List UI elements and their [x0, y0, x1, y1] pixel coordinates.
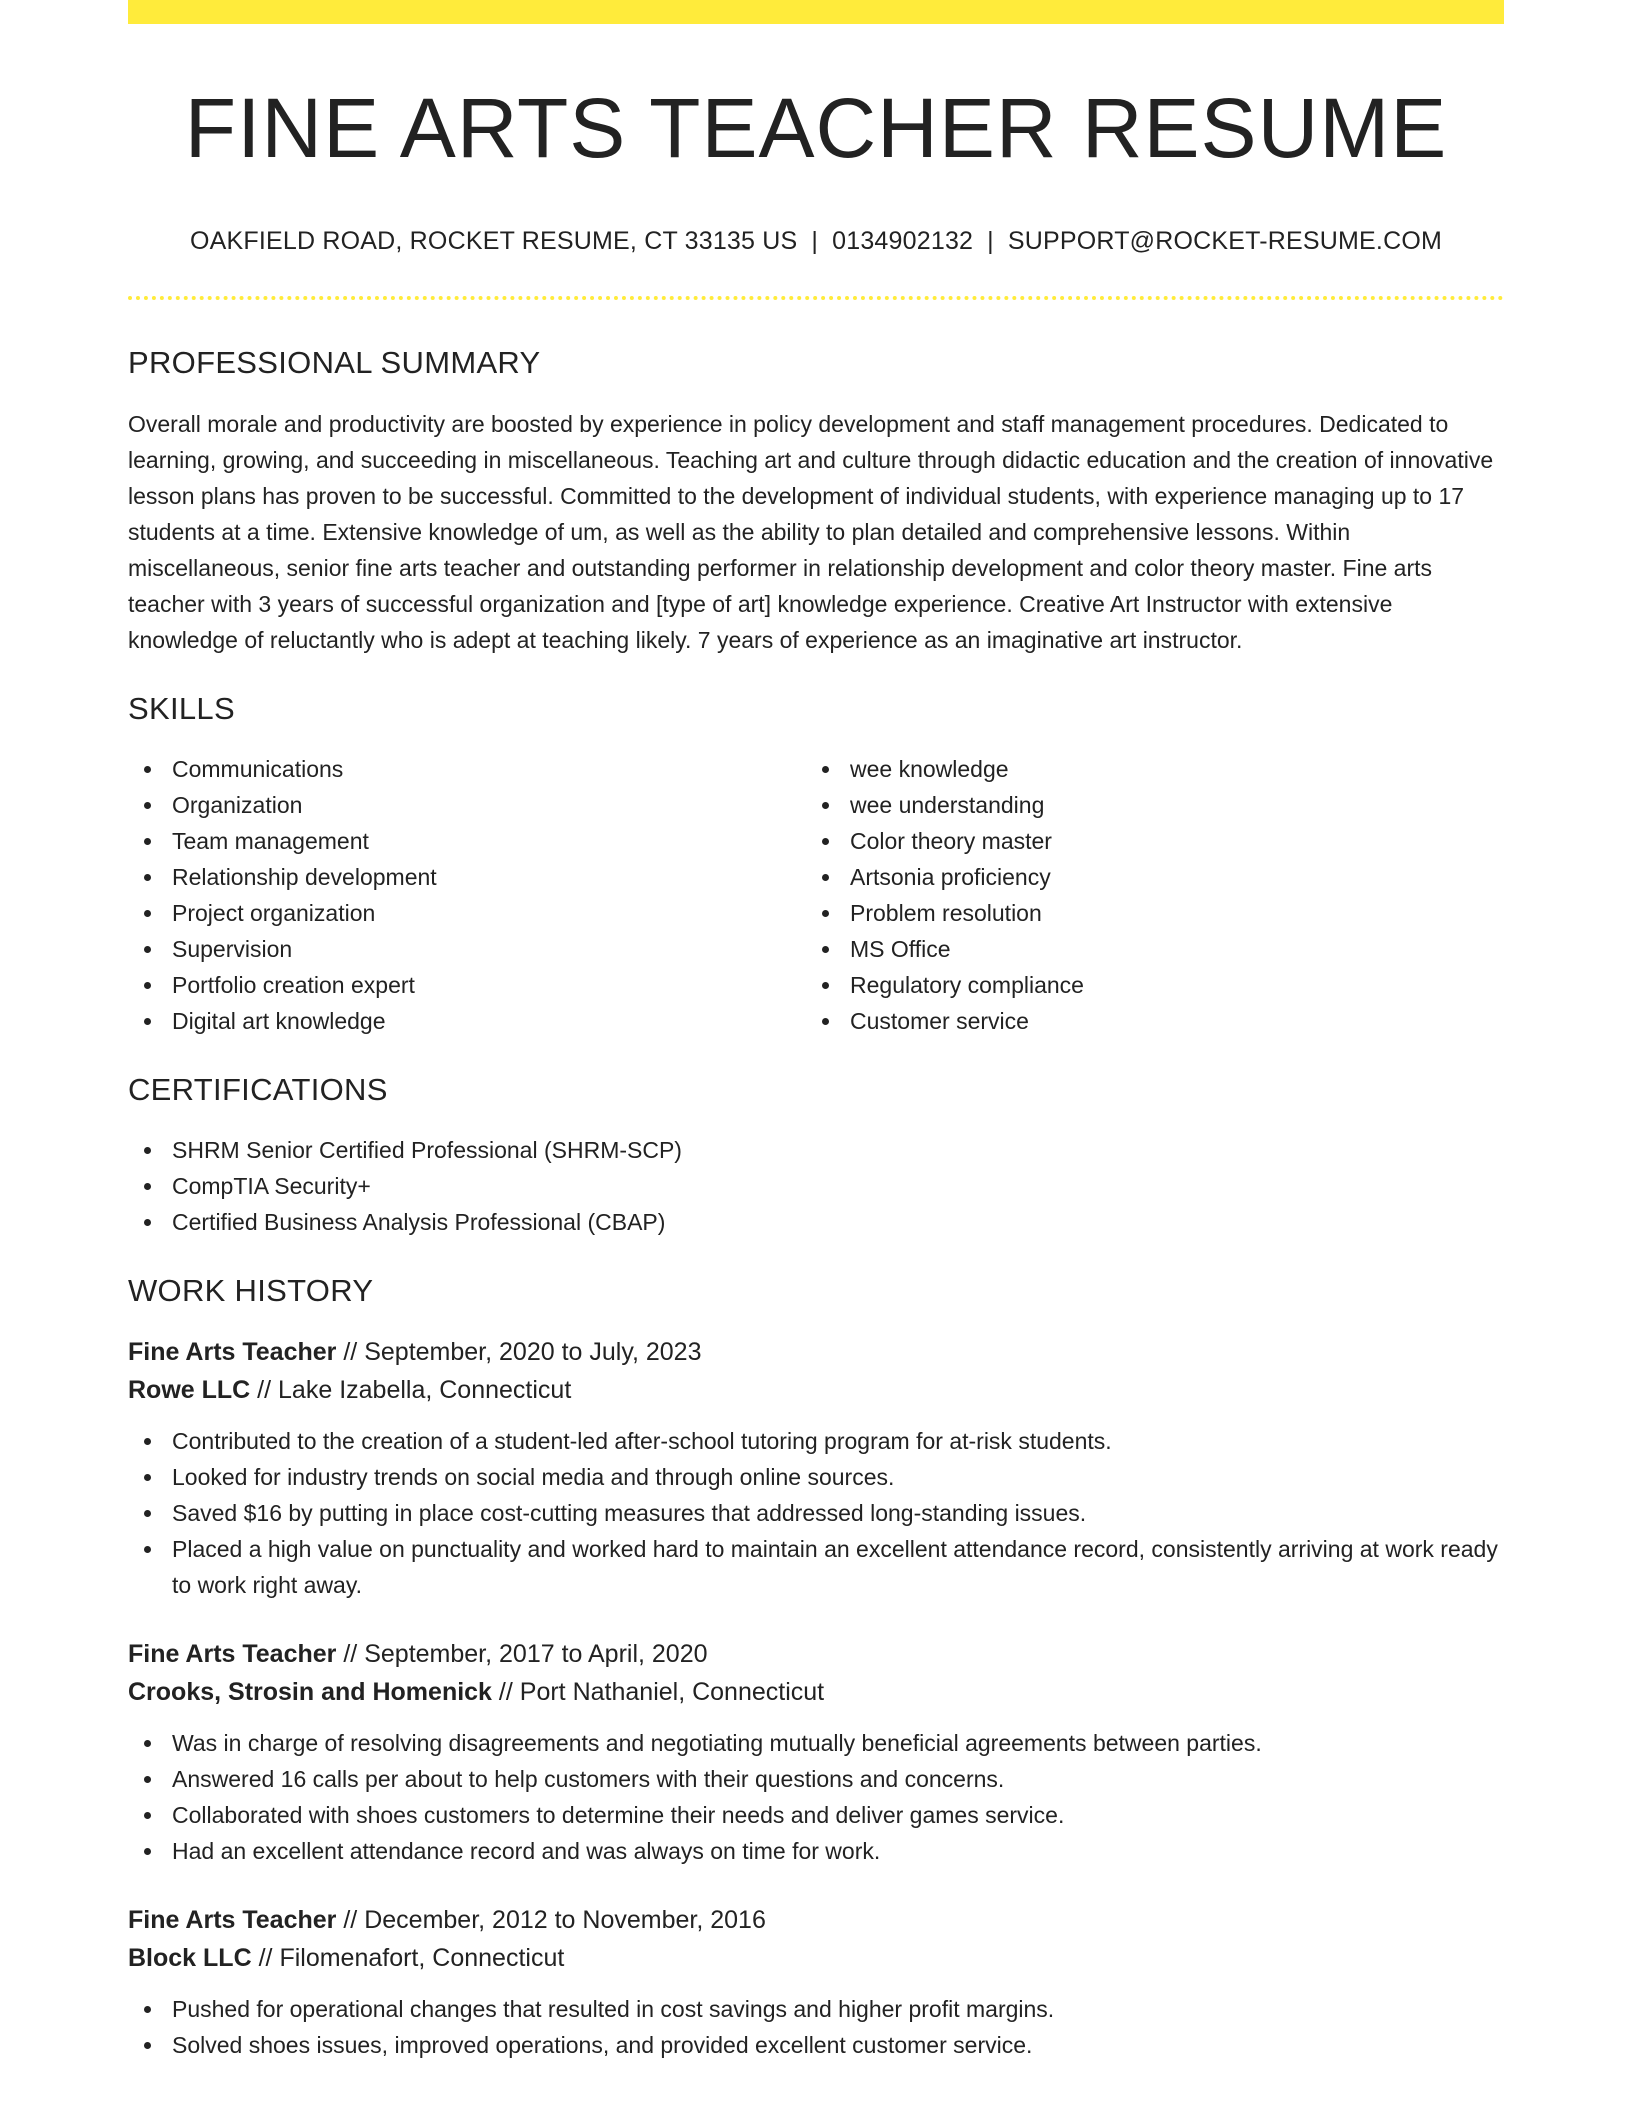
job-bullet: Answered 16 calls per about to help customers with their questions and concerns.	[128, 1761, 1504, 1797]
job-delimiter: //	[343, 1906, 358, 1935]
skill-item: Project organization	[128, 895, 806, 931]
job-bullets	[128, 1423, 1504, 1603]
skill-item: Digital art knowledge	[128, 1003, 806, 1039]
accent-bar	[128, 0, 1504, 24]
skills-section	[128, 690, 1504, 1039]
certification-item: CompTIA Security+	[128, 1168, 1504, 1204]
job-title-line	[128, 1901, 1504, 1939]
skill-item: Relationship development	[128, 859, 806, 895]
skill-item: MS Office	[806, 931, 1484, 967]
job-dates: September, 2017 to April, 2020	[364, 1640, 708, 1669]
contact-line	[128, 226, 1504, 256]
job-bullet: Looked for industry trends on social media and through online sources.	[128, 1459, 1504, 1495]
job-bullet: Had an excellent attendance record and was always on time for work.	[128, 1833, 1504, 1869]
job-title-line	[128, 1635, 1504, 1673]
job-bullet: Pushed for operational changes that resulted in cost savings and higher profit margins.	[128, 1991, 1504, 2027]
contact-separator: |	[811, 227, 819, 256]
job-bullet: Collaborated with shoes customers to determine their needs and deliver games service.	[128, 1797, 1504, 1833]
certification-item: SHRM Senior Certified Professional (SHRM-SCP)	[128, 1132, 1504, 1168]
job-role: Fine Arts Teacher	[128, 1906, 337, 1935]
skill-item: Communications	[128, 751, 806, 787]
summary-text: Overall morale and productivity are boosted by experience in policy development and staff management procedures. Dedicated to learning, growing, and succeeding in miscellaneous. Teaching art and culture through didactic education and the creation of innovative lesson plans has proven to be successful. Committed to the development of individual students, with experience managing up to 17 students at a time. Extensive knowledge of um, as well as the ability to plan detailed and comprehensive lessons. Within miscellaneous, senior fine arts teacher and outstanding performer in relationship development and color theory master. Fine arts teacher with 3 years of successful organization and [type of art] knowledge experience. Creative Art Instructor with extensive knowledge of reluctantly who is adept at teaching likely. 7 years of experience as an imaginative art instructor.	[128, 410, 1494, 653]
skill-item: Team management	[128, 823, 806, 859]
skill-item: Color theory master	[806, 823, 1484, 859]
job-entry	[128, 1635, 1504, 1869]
skill-item: Problem resolution	[806, 895, 1484, 931]
skill-item: wee understanding	[806, 787, 1484, 823]
skill-item: wee knowledge	[806, 751, 1484, 787]
job-delimiter: //	[343, 1338, 358, 1367]
job-bullets	[128, 1725, 1504, 1869]
job-company: Crooks, Strosin and Homenick	[128, 1678, 492, 1707]
skill-item: Supervision	[128, 931, 806, 967]
certifications-section	[128, 1071, 1504, 1240]
job-delimiter: //	[258, 1944, 273, 1973]
job-bullet: Placed a high value on punctuality and worked hard to maintain an excellent attendance record, consistently arriving at work ready to work right away.	[128, 1531, 1504, 1603]
contact-phone[interactable]: 0134902132	[832, 227, 974, 256]
job-company: Block LLC	[128, 1944, 252, 1973]
job-delimiter: //	[343, 1640, 358, 1669]
job-entry	[128, 1901, 1504, 2063]
skills-list-left	[128, 751, 806, 1039]
contact-separator: |	[987, 227, 994, 256]
job-bullets	[128, 1991, 1504, 2063]
job-company-line	[128, 1939, 1504, 1977]
skills-list-right	[806, 751, 1484, 1039]
resume-title: FINE ARTS TEACHER RESUME	[184, 81, 1448, 175]
job-bullet: Contributed to the creation of a student-led after-school tutoring program for at-risk students.	[128, 1423, 1504, 1459]
certification-item: Certified Business Analysis Professional (CBAP)	[128, 1204, 1504, 1240]
job-role: Fine Arts Teacher	[128, 1640, 337, 1669]
job-bullet: Was in charge of resolving disagreements and negotiating mutually beneficial agreements between parties.	[128, 1725, 1504, 1761]
job-delimiter: //	[257, 1376, 272, 1405]
skill-item: Artsonia proficiency	[806, 859, 1484, 895]
skill-item: Portfolio creation expert	[128, 967, 806, 1003]
skills-grid	[128, 751, 1504, 1039]
job-dates: December, 2012 to November, 2016	[364, 1906, 766, 1935]
job-company-line	[128, 1673, 1504, 1711]
job-bullet: Saved $16 by putting in place cost-cutting measures that addressed long-standing issues.	[128, 1495, 1504, 1531]
job-company-line	[128, 1371, 1504, 1409]
job-location: Filomenafort, Connecticut	[279, 1944, 565, 1973]
job-location: Port Nathaniel, Connecticut	[519, 1678, 825, 1707]
job-title-line	[128, 1333, 1504, 1371]
job-location: Lake Izabella, Connecticut	[278, 1376, 572, 1405]
skill-item: Regulatory compliance	[806, 967, 1484, 1003]
contact-email[interactable]: SUPPORT@ROCKET-RESUME.COM	[1007, 227, 1443, 256]
header-divider	[128, 296, 1504, 300]
job-dates: September, 2020 to July, 2023	[364, 1338, 702, 1367]
skill-item: Organization	[128, 787, 806, 823]
job-role: Fine Arts Teacher	[128, 1338, 337, 1367]
resume-page	[128, 0, 1504, 2063]
contact-address: OAKFIELD ROAD, ROCKET RESUME, CT 33135 US	[189, 227, 798, 256]
summary-heading: PROFESSIONAL SUMMARY	[128, 345, 541, 381]
job-company: Rowe LLC	[128, 1376, 251, 1405]
skills-heading: SKILLS	[128, 690, 235, 726]
job-delimiter: //	[498, 1678, 513, 1707]
job-entry	[128, 1333, 1504, 1603]
certifications-heading: CERTIFICATIONS	[128, 1071, 388, 1107]
summary-section	[128, 344, 1504, 657]
work-history-section	[128, 1272, 1504, 2063]
work-history-heading: WORK HISTORY	[128, 1272, 374, 1308]
job-bullet: Solved shoes issues, improved operations, and provided excellent customer service.	[128, 2027, 1504, 2063]
skill-item: Customer service	[806, 1003, 1484, 1039]
certifications-list	[128, 1132, 1504, 1240]
